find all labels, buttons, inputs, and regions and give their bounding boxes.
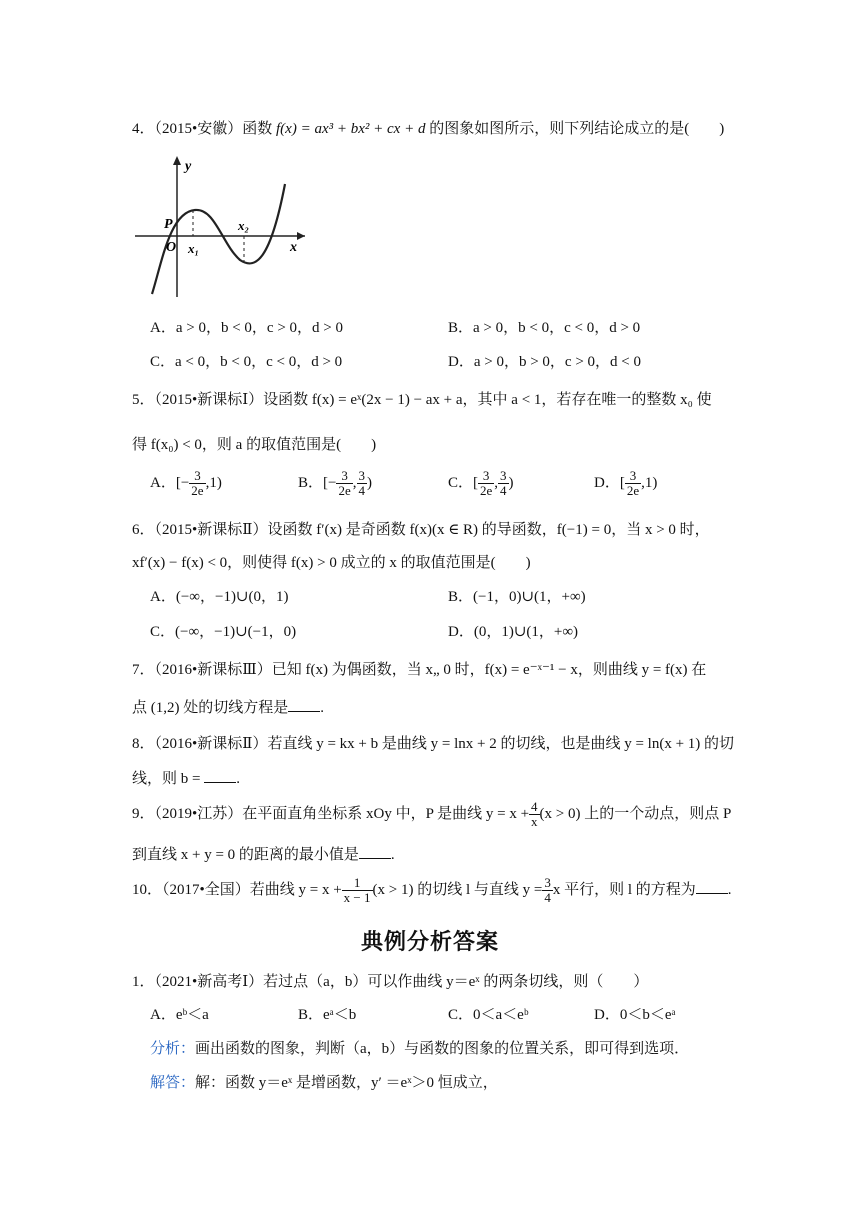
q5-d-den: 2e	[626, 483, 640, 498]
q10-fraction2	[542, 876, 553, 905]
x2-label: x₂	[238, 218, 250, 233]
q10-end: .	[727, 881, 732, 898]
q10-line	[132, 876, 732, 905]
q5-a-num: 3	[189, 469, 205, 484]
q10-suffix: x 平行，则 l 的方程为	[552, 881, 696, 898]
q5-b-fraction1	[336, 469, 352, 498]
y-axis-arrow-icon	[173, 156, 181, 165]
a1-option-d: D．0＜b＜eᵃ	[594, 1007, 676, 1023]
q7-line2	[132, 696, 324, 717]
q6-option-c: C．(−∞，−1)∪(−1，0)	[150, 624, 297, 640]
q4-function-graph	[130, 152, 310, 302]
q9-den: x	[531, 814, 538, 829]
q5-b-den2: 4	[358, 483, 365, 498]
q5-d-fraction	[625, 469, 641, 498]
q9-line2-text: 到直线 x + y = 0 的距离的最小值是	[132, 847, 359, 863]
analysis-label: 分析：	[150, 1041, 196, 1057]
q10-den1: x − 1	[343, 890, 371, 905]
q10-mid: (x > 1) 的切线 l 与直线 y =	[372, 881, 543, 898]
a1-stem: 1．（2021•新高考Ⅰ）若过点（a，b）可以作曲线 y＝eˣ 的两条切线，则（ ）	[132, 974, 649, 990]
q9-num: 4	[531, 799, 538, 814]
q4-option-a: A．a > 0，b < 0，c > 0，d > 0	[150, 320, 343, 336]
q7-answer-blank	[288, 699, 320, 712]
q4-formula: f(x) = ax³ + bx² + cx + d	[276, 121, 426, 137]
p-label: P	[164, 217, 173, 232]
q9-end: .	[390, 847, 395, 863]
q6-option-d: D．(0，1)∪(1，+∞)	[448, 624, 579, 640]
q10-answer-blank	[696, 881, 728, 894]
q8-end: .	[236, 771, 240, 787]
q5-c-label: C．[	[448, 474, 479, 491]
q9-answer-blank	[359, 846, 391, 859]
a1-option-c: C．0＜a＜eᵇ	[448, 1007, 529, 1023]
q10-num1: 1	[342, 876, 373, 891]
q9-line2	[132, 843, 395, 864]
q5-a-den: 2e	[191, 483, 204, 498]
q5-a-fraction	[189, 469, 205, 498]
q10-num2: 3	[544, 875, 551, 890]
x-axis-arrow-icon	[297, 232, 305, 240]
q8-line2	[132, 767, 240, 788]
q4-stem-prefix: 4．（2015•安徽）函数	[132, 121, 273, 137]
q7-end: .	[320, 700, 324, 716]
q5-b-fraction2	[357, 469, 368, 498]
q10-fraction1	[342, 876, 373, 905]
q5-d-num: 3	[625, 469, 641, 484]
q4-stem	[132, 117, 724, 138]
cubic-curve	[152, 184, 285, 294]
q5-option-b: B．[− $\frac{3}{2e}$ , $\frac{3}{4}$ )	[298, 468, 372, 498]
q4-option-d: D．a > 0，b > 0，c > 0，d < 0	[448, 354, 641, 370]
q9-suffix: (x > 0) 上的一个动点，则点 P	[539, 805, 732, 822]
q7-line2-text: 点 (1,2) 处的切线方程是	[132, 700, 289, 716]
q5-a-label: A．[−	[150, 474, 190, 491]
q5-b-den1: 2e	[338, 483, 351, 498]
a1-option-b: B．eᵃ＜b	[298, 1007, 357, 1023]
q5-b-label: B．[−	[298, 474, 337, 491]
q10-prefix: 10．（2017•全国）若曲线 y = x +	[132, 881, 342, 898]
a1-analysis	[150, 1037, 689, 1058]
q4-option-b: B．a > 0，b < 0，c < 0，d > 0	[448, 320, 641, 336]
solution-label: 解答：	[150, 1075, 196, 1091]
q9-fraction	[529, 800, 540, 829]
q5-option-a	[150, 469, 222, 498]
q9-line1	[132, 800, 731, 829]
q5-c-fraction2	[498, 469, 509, 498]
q7-line1: 7．（2016•新课标Ⅲ）已知 f(x) 为偶函数，当 x„ 0 时，f(x) = e⁻ˣ⁻¹ − x，则曲线 y = f(x) 在	[132, 662, 707, 678]
q6-line1: 6．（2015•新课标Ⅱ）设函数 f′(x) 是奇函数 f(x)(x ∈ R) 的导函数，f(−1) = 0，当 x > 0 时，	[132, 522, 710, 538]
q5-a-tail: ,1)	[205, 474, 222, 491]
q6-line2: xf′(x) − f(x) < 0，则使得 f(x) > 0 成立的 x 的取值范围是( )	[132, 555, 531, 571]
solution-text: 解：函数 y＝eˣ 是增函数，y′ ＝eˣ＞0 恒成立，	[195, 1075, 498, 1091]
q5-b-tail: )	[367, 474, 372, 491]
q5-c-num2: 3	[500, 468, 507, 483]
q5-b-num2: 3	[358, 468, 365, 483]
q4-stem-suffix: 的图象如图所示，则下列结论成立的是( )	[429, 121, 725, 137]
q5-d-label: D．[	[594, 474, 625, 491]
q9-prefix: 9．（2019•江苏）在平面直角坐标系 xOy 中，P 是曲线 y = x +	[132, 805, 530, 822]
q5-c-den1: 2e	[480, 483, 493, 498]
q5-c-den2: 4	[500, 483, 507, 498]
answer-heading: 典例分析答案	[360, 930, 499, 955]
q5-line1: 5．（2015•新课标Ⅰ）设函数 f(x) = eˣ(2x − 1) − ax + a，其中 a < 1，若存在唯一的整数 x₀ 使	[132, 392, 712, 408]
q6-option-b: B．(−1，0)∪(1，+∞)	[448, 589, 586, 605]
a1-option-a: A．eᵇ＜a	[150, 1007, 209, 1023]
a1-solution	[150, 1071, 498, 1092]
q5-c-fraction1	[478, 469, 494, 498]
q4-option-c: C．a < 0，b < 0，c < 0，d > 0	[150, 354, 343, 370]
x1-label: x₁	[188, 241, 200, 256]
q8-answer-blank	[204, 770, 236, 783]
q5-c-tail: )	[508, 474, 514, 491]
y-label: y	[185, 159, 192, 174]
x-label: x	[290, 240, 297, 255]
q10-den2: 4	[544, 890, 551, 905]
q5-b-num1: 3	[336, 469, 352, 484]
q6-option-a: A．(−∞，−1)∪(0，1)	[150, 589, 289, 605]
q5-d-tail: ,1)	[641, 474, 658, 491]
q5-line2: 得 f(x₀) < 0，则 a 的取值范围是( )	[132, 437, 377, 453]
q5-option-c: C．[ $\frac{3}{2e}$ , $\frac{3}{4}$ )	[448, 468, 514, 498]
q5-c-num1: 3	[478, 469, 494, 484]
q5-option-d	[594, 469, 657, 498]
origin-label: O	[166, 240, 177, 255]
q8-line1: 8．（2016•新课标Ⅱ）若直线 y = kx + b 是曲线 y = lnx + 2 的切线，也是曲线 y = ln(x + 1) 的切	[132, 736, 735, 752]
analysis-text: 画出函数的图象，判断（a，b）与函数的图象的位置关系，即可得到选项．	[195, 1041, 690, 1057]
q8-line2-text: 线，则 b =	[132, 771, 201, 787]
